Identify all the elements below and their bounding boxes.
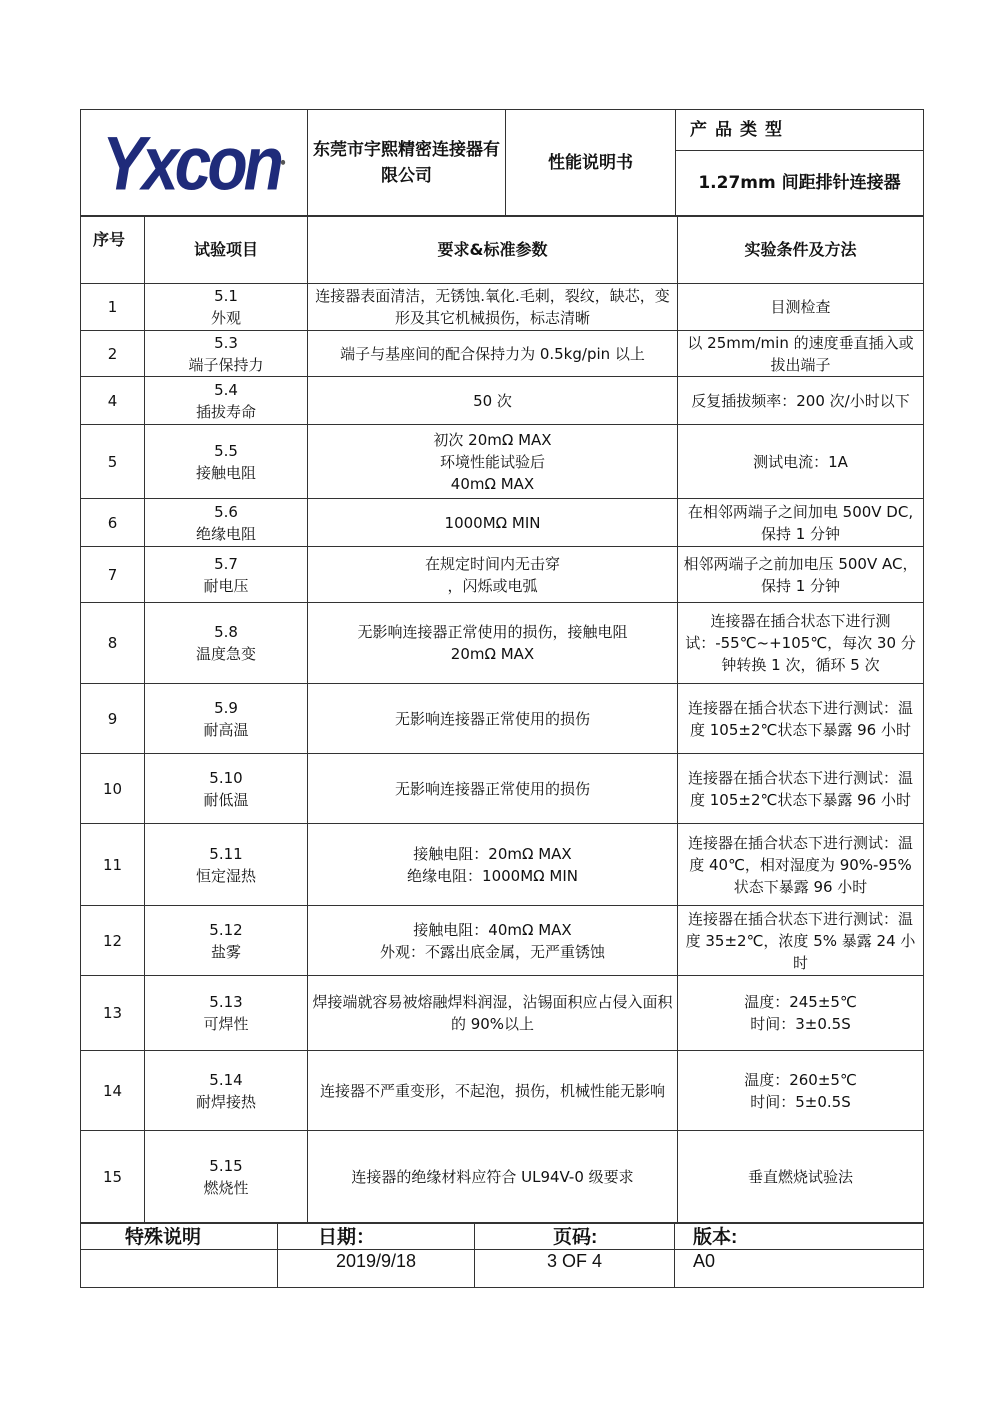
logo-cell [81,110,308,216]
table-row [81,824,924,906]
table-row [81,684,924,754]
product-type-label: 产品类型 [676,110,924,151]
header-table [80,109,924,216]
test-method-text: 连接器在插合状态下进行测试：温度 35±2℃，浓度 5% 暴露 24 小时 [678,906,924,976]
test-item-code: 5.9 [214,698,238,717]
spec-sheet [80,109,923,1288]
test-item [145,906,308,976]
test-item-name: 盐雾 [210,942,241,961]
row-number: 5 [81,425,145,499]
special-notes-value [81,1250,278,1288]
test-item-name: 绝缘电阻 [195,524,256,543]
test-item-code: 5.6 [214,502,238,521]
row-number: 10 [81,754,145,824]
test-method-text: 以 25mm/min 的速度垂直插入或拔出端子 [678,331,924,377]
test-item [145,603,308,684]
test-method-text: 连接器在插合状态下进行测试：温度 105±2℃状态下暴露 96 小时 [678,684,924,754]
requirement-text: 初次 20mΩ MAX 环境性能试验后 40mΩ MAX [308,425,678,499]
requirement-text: 50 次 [308,377,678,425]
company-name: 东莞市宇熙精密连接器有限公司 [308,110,506,216]
requirement-text: 连接器表面清洁，无锈蚀.氧化.毛刺，裂纹，缺芯，变形及其它机械损伤，标志清晰 [308,284,678,331]
requirement-text: 连接器不严重变形，不起泡，损伤，机械性能无影响 [308,1051,678,1131]
table-row [81,547,924,603]
row-number: 2 [81,331,145,377]
table-row [81,284,924,331]
test-item-name: 接触电阻 [195,463,256,482]
col-header-requirement: 要求&标准参数 [308,217,678,284]
test-item-code: 5.8 [214,623,238,641]
test-item-code: 5.11 [209,844,243,863]
test-method-text: 温度：260±5℃ 时间：5±0.5S [678,1051,924,1131]
test-item-name: 端子保持力 [188,355,264,374]
test-item-name: 耐焊接热 [195,1092,256,1111]
test-method-text: 温度：245±5℃ 时间：3±0.5S [678,976,924,1051]
test-item [145,284,308,331]
date-value: 2019/9/18 [278,1250,475,1288]
test-item-name: 耐低温 [203,790,249,809]
col-header-method: 实验条件及方法 [678,217,924,284]
table-row [81,906,924,976]
test-method-text: 在相邻两端子之间加电 500V DC,保持 1 分钟 [678,499,924,547]
special-notes-label: 特殊说明 [81,1224,278,1250]
requirement-text: 无影响连接器正常使用的损伤 [308,754,678,824]
test-item [145,377,308,425]
document-type: 性能说明书 [506,110,676,216]
test-item-code: 5.14 [209,1070,243,1089]
test-item-name: 恒定湿热 [195,866,256,885]
table-row [81,331,924,377]
table-row [81,754,924,824]
table-row [81,425,924,499]
row-number: 9 [81,684,145,754]
test-method-text: 连接器在插合状态下进行测试：温度 40℃，相对湿度为 90%-95%状态下暴露 96 小时 [678,824,924,906]
table-row [81,1051,924,1131]
test-item [145,425,308,499]
col-header-seq: 序号 [81,217,145,284]
row-number: 6 [81,499,145,547]
test-item-code: 5.10 [209,768,243,787]
test-method-text: 测试电流：1A [678,425,924,499]
requirement-text: 接触电阻：40mΩ MAX 外观：不露出底金属，无严重锈蚀 [308,906,678,976]
test-item [145,824,308,906]
requirement-text: 无影响连接器正常使用的损伤 [308,684,678,754]
test-item-code: 5.4 [214,380,238,399]
test-item-name: 燃烧性 [203,1178,249,1197]
table-row [81,1131,924,1223]
table-row [81,499,924,547]
table-row [81,603,924,684]
product-type-value: 1.27mm 间距排针连接器 [676,151,924,216]
page-value: 3 OF 4 [475,1250,675,1288]
test-method-text: 目测检查 [678,284,924,331]
test-item-code: 5.5 [214,441,238,460]
test-item [145,331,308,377]
date-label: 日期： [278,1224,475,1250]
row-number: 8 [81,603,145,684]
requirement-text: 接触电阻：20mΩ MAX 绝缘电阻：1000MΩ MIN [308,824,678,906]
requirement-text: 无影响连接器正常使用的损伤，接触电阻 20mΩ MAX [308,603,678,684]
test-method-text: 相邻两端子之前加电压 500V AC，保持 1 分钟 [678,547,924,603]
test-item-code: 5.15 [209,1156,243,1175]
test-item-name: 耐电压 [203,576,249,595]
test-item-name: 耐高温 [203,720,249,739]
test-item-code: 5.3 [214,333,238,352]
version-label: 版本: [675,1224,924,1250]
requirement-text: 端子与基座间的配合保持力为 0.5kg/pin 以上 [308,331,678,377]
footer-table [80,1223,924,1288]
test-item-name: 可焊性 [203,1015,249,1033]
test-item [145,684,308,754]
requirement-text: 在规定时间内无击穿 ，闪烁或电弧 [308,547,678,603]
test-method-text: 垂直燃烧试验法 [678,1131,924,1223]
test-item [145,1131,308,1223]
test-item-code: 5.12 [209,920,243,939]
test-item [145,754,308,824]
version-value: A0 [675,1250,924,1288]
test-item [145,976,308,1051]
test-method-text: 反复插拔频率：200 次/小时以下 [678,377,924,425]
test-method-text: 连接器在插合状态下进行测试：温度 105±2℃状态下暴露 96 小时 [678,754,924,824]
requirement-text: 连接器的绝缘材料应符合 UL94V-0 级要求 [308,1131,678,1223]
page-label: 页码: [475,1224,675,1250]
test-item-code: 5.7 [214,554,238,573]
row-number: 15 [81,1131,145,1223]
row-number: 4 [81,377,145,425]
row-number: 7 [81,547,145,603]
col-header-item: 试验项目 [145,217,308,284]
test-item [145,1051,308,1131]
test-item [145,547,308,603]
row-number: 14 [81,1051,145,1131]
yxcon-logo: Yxcon● [101,119,287,206]
test-item-name: 外观 [210,309,241,327]
test-item-code: 5.13 [209,993,243,1011]
test-method-text: 连接器在插合状态下进行测试：-55℃~+105℃，每次 30 分钟转换 1 次，循环 5 次 [678,603,924,684]
test-item [145,499,308,547]
table-row [81,976,924,1051]
test-item-name: 插拔寿命 [195,402,256,421]
spec-table [80,216,924,1223]
row-number: 12 [81,906,145,976]
test-item-name: 温度急变 [195,645,256,663]
row-number: 13 [81,976,145,1051]
row-number: 1 [81,284,145,331]
requirement-text: 焊接端就容易被熔融焊料润湿，沾锡面积应占侵入面积的 90%以上 [308,976,678,1051]
test-item-code: 5.1 [214,287,238,305]
requirement-text: 1000MΩ MIN [308,499,678,547]
row-number: 11 [81,824,145,906]
table-row [81,377,924,425]
